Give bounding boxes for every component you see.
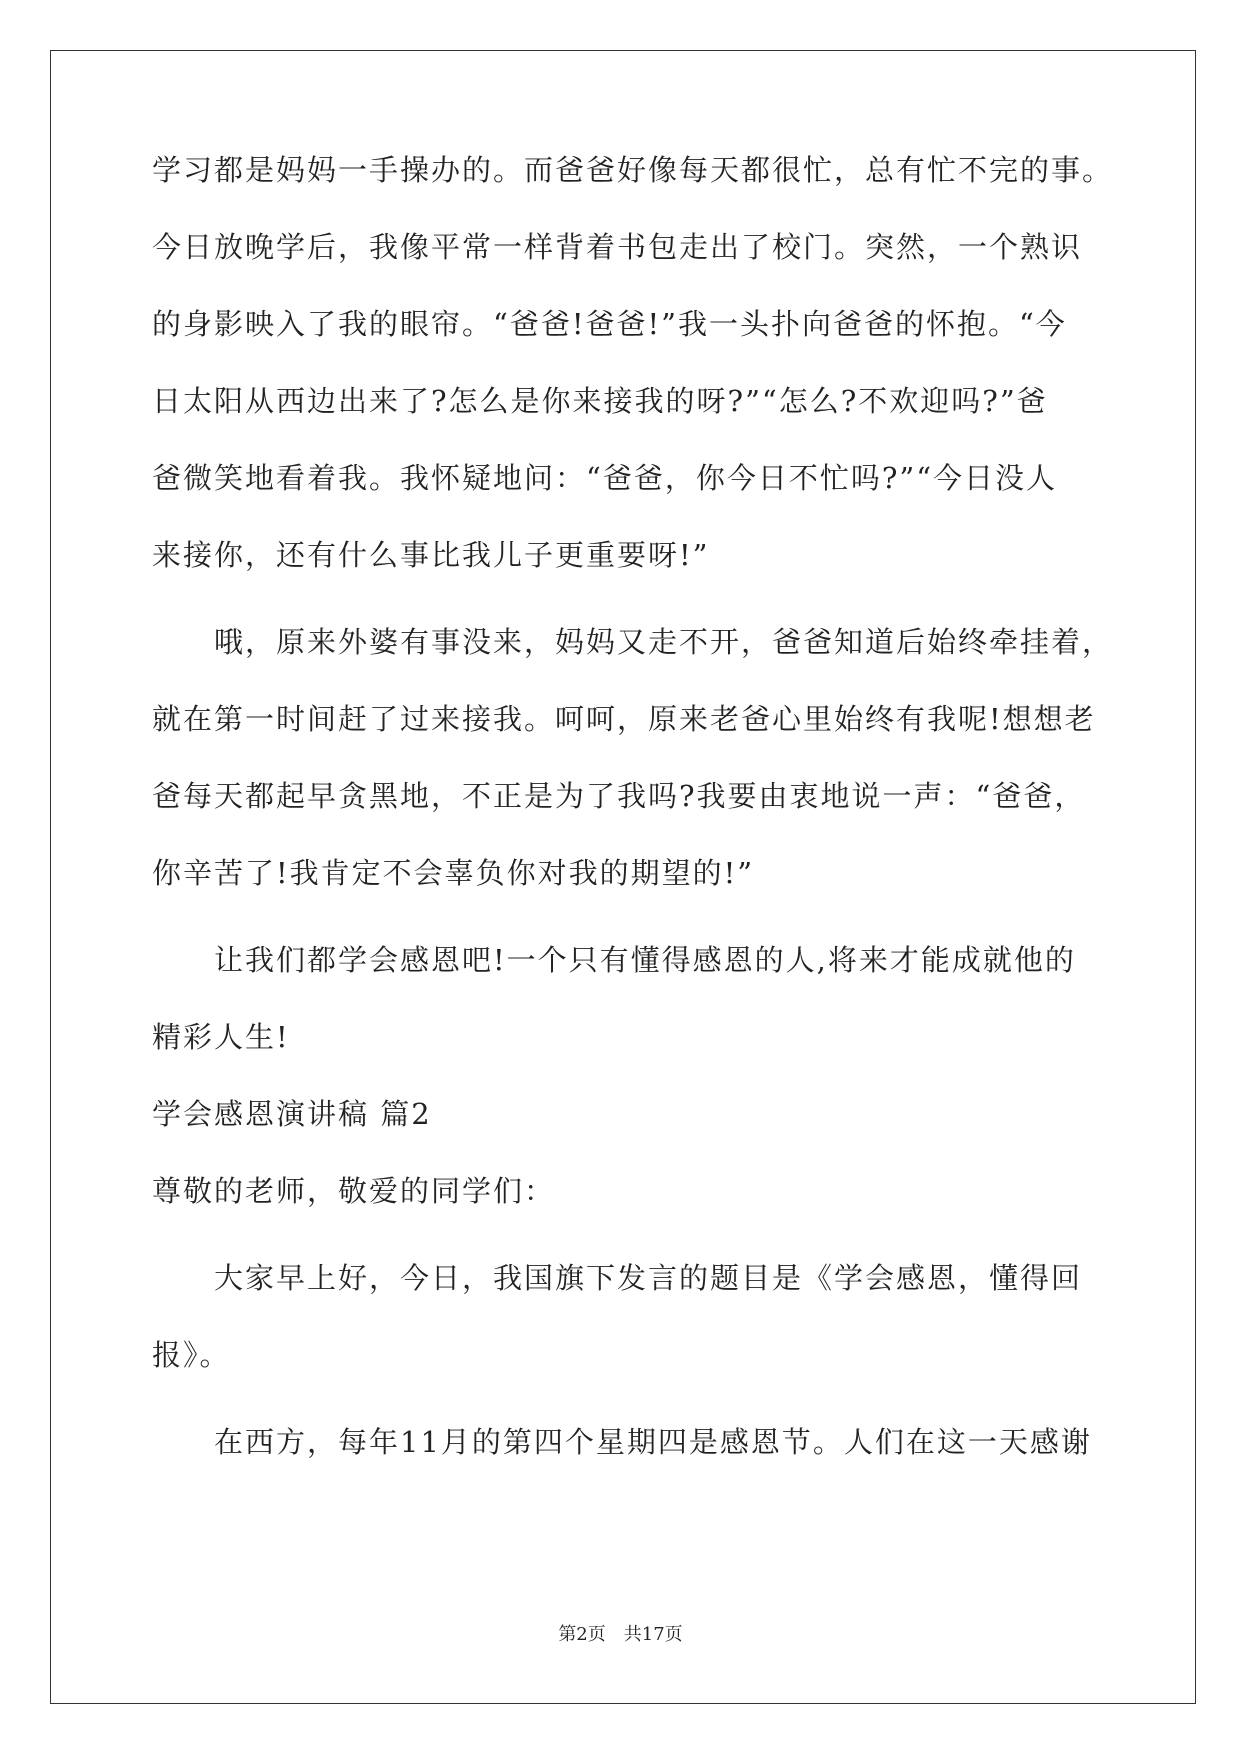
text-line-6: 来接你，还有什么事比我儿子更重要呀!” bbox=[152, 538, 710, 572]
page-number-footer: 第2页 共17页 bbox=[558, 1624, 683, 1645]
text-line-8: 就在第一时间赶了过来接我。呵呵，原来老爸心里始终有我呢!想想老 bbox=[152, 702, 1096, 736]
text-line-3: 的身影映入了我的眼帘。“爸爸!爸爸!”我一头扑向爸爸的怀抱。“今 bbox=[152, 307, 1067, 341]
text-line-11: 让我们都学会感恩吧!一个只有懂得感恩的人,将来才能成就他的 bbox=[214, 943, 1076, 977]
text-line-7: 哦，原来外婆有事没来，妈妈又走不开，爸爸知道后始终牵挂着， bbox=[214, 625, 1114, 659]
text-line-17: 在西方，每年11月的第四个星期四是感恩节。人们在这一天感谢 bbox=[214, 1425, 1092, 1459]
text-line-2: 今日放晚学后，我像平常一样背着书包走出了校门。突然，一个熟识 bbox=[152, 230, 1083, 264]
text-line-15: 大家早上好，今日，我国旗下发言的题目是《学会感恩，懂得回 bbox=[214, 1261, 1083, 1295]
text-line-5: 爸微笑地看着我。我怀疑地问：“爸爸，你今日不忙吗?”“今日没人 bbox=[152, 461, 1058, 495]
section-heading: 学会感恩演讲稿 篇2 bbox=[152, 1097, 432, 1131]
salutation: 尊敬的老师，敬爱的同学们： bbox=[152, 1174, 556, 1208]
text-line-4: 日太阳从西边出来了?怎么是你来接我的呀?”“怎么?不欢迎吗?”爸 bbox=[152, 384, 1048, 418]
text-line-16: 报》。 bbox=[152, 1338, 231, 1372]
text-line-1: 学习都是妈妈一手操办的。而爸爸好像每天都很忙，总有忙不完的事。 bbox=[152, 153, 1114, 187]
text-line-10: 你辛苦了!我肯定不会辜负你对我的期望的!” bbox=[152, 856, 755, 890]
text-line-12: 精彩人生! bbox=[152, 1020, 290, 1054]
text-line-9: 爸每天都起早贪黑地，不正是为了我吗?我要由衷地说一声：“爸爸， bbox=[152, 779, 1086, 813]
